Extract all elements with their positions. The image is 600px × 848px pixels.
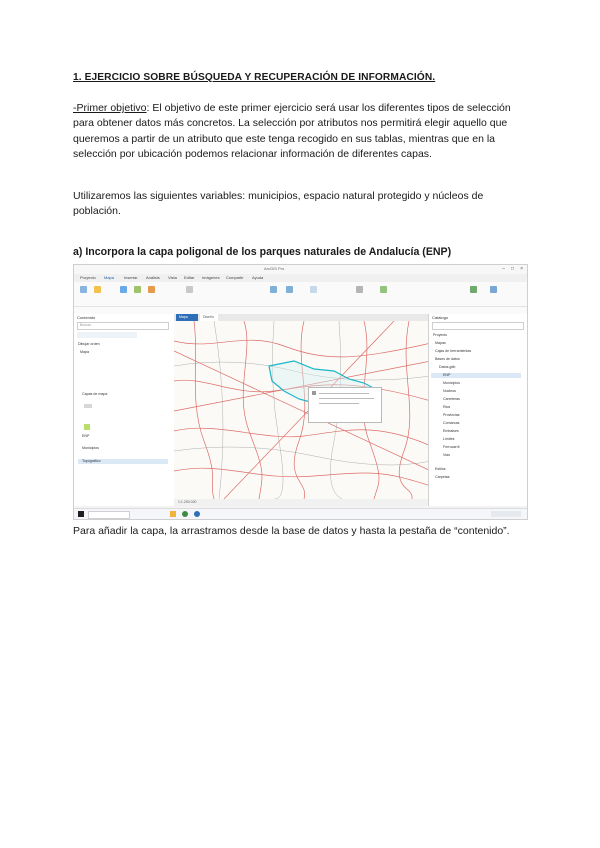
map-tab-diseno[interactable]: [200, 314, 218, 321]
tab-proyecto[interactable]: Proyecto: [80, 275, 96, 280]
catalog-item-vias[interactable]: Vias: [443, 453, 450, 457]
catalog-title: Catálogo: [432, 315, 449, 320]
map-status-bar: [174, 499, 431, 506]
map-canvas[interactable]: [174, 321, 431, 499]
popup-line: [319, 398, 374, 399]
basemap-icon[interactable]: [134, 286, 141, 293]
enp-swatch: [84, 424, 90, 430]
ribbon-tabs: [74, 274, 527, 282]
catalog-item-mapas[interactable]: Mapas: [435, 341, 446, 345]
tab-editar[interactable]: Editar: [184, 275, 195, 280]
tab-ayuda[interactable]: Ayuda: [252, 275, 264, 280]
catalog-pane: [428, 314, 527, 506]
tab-compartir[interactable]: Compartir: [226, 275, 244, 280]
objective-lead: -Primer objetivo: [73, 102, 147, 114]
tab-imagenes[interactable]: Imágenes: [202, 275, 220, 280]
catalog-item-toolboxes[interactable]: Cajas de herramientas: [435, 349, 472, 353]
tab-insertar[interactable]: Insertar: [124, 275, 138, 280]
start-icon[interactable]: [78, 511, 84, 517]
tab-vista[interactable]: Vista: [168, 275, 177, 280]
add-data-icon[interactable]: [148, 286, 155, 293]
close-icon[interactable]: ×: [520, 266, 523, 272]
explore-icon[interactable]: [94, 286, 101, 293]
tree-item-enp[interactable]: ENP: [82, 434, 90, 438]
os-taskbar: [74, 508, 527, 519]
select-by-attributes-icon[interactable]: [270, 286, 277, 293]
bookmarks-icon[interactable]: [186, 286, 193, 293]
objective-paragraph: [73, 101, 533, 163]
map-scale[interactable]: 1:1.250.000: [178, 500, 197, 504]
road-network: [174, 321, 431, 499]
arcgis-screenshot: [73, 264, 528, 520]
catalog-item-nucleos[interactable]: Nucleos: [443, 389, 456, 393]
catalog-item-limites[interactable]: Limites: [443, 437, 455, 441]
subheading-a: a) Incorpora la capa poligonal de los parques naturales de Andalucía (ENP): [73, 246, 452, 258]
tree-item-draw-order[interactable]: Dibujar orden: [78, 342, 100, 346]
select-by-location-icon[interactable]: [286, 286, 293, 293]
screenshot-caption: Para añadir la capa, la arrastramos desde la base de datos y hasta la pestaña de “contenido”.: [73, 525, 510, 537]
contents-search-input[interactable]: [77, 322, 169, 330]
catalog-item-carreteras[interactable]: Carreteras: [443, 397, 460, 401]
catalog-item-ferrocarril[interactable]: Ferrocarril: [443, 445, 460, 449]
system-tray[interactable]: [491, 511, 521, 517]
catalog-search-input[interactable]: [432, 322, 524, 330]
map-tab2-label: Diseño: [203, 315, 214, 319]
tree-item-map-layers[interactable]: Capas de mapa: [82, 392, 108, 396]
catalog-item-enp[interactable]: ENP: [443, 373, 451, 377]
measure-icon[interactable]: [356, 286, 363, 293]
catalog-item-rios[interactable]: Rios: [443, 405, 451, 409]
catalog-item-proyecto[interactable]: Proyecto: [433, 333, 448, 337]
labeling-icon[interactable]: [380, 286, 387, 293]
taskbar-search-input[interactable]: [88, 511, 130, 519]
arcgis-icon[interactable]: [194, 511, 200, 517]
download-map-icon[interactable]: [470, 286, 477, 293]
tab-mapa[interactable]: Mapa: [104, 275, 115, 280]
select-icon[interactable]: [120, 286, 127, 293]
attributes-icon[interactable]: [310, 286, 317, 293]
window-titlebar: [74, 265, 527, 274]
contents-toolbar: [77, 332, 137, 338]
catalog-item-provincias[interactable]: Provincias: [443, 413, 460, 417]
chrome-icon[interactable]: [182, 511, 188, 517]
tab-analisis[interactable]: Análisis: [146, 275, 160, 280]
map-tab-mapa[interactable]: [176, 314, 198, 321]
objective-text: : El objetivo de este primer ejercicio será usar los diferentes tipos de selección para obtener datos más concretos. La selección por atributos nos permitirá elegir aquello que queremos a partir de un atributo que este tenga recogido en sus tablas, mientras que en la selección por ubicación podemos relacionar información de diferentes capas.: [73, 102, 511, 161]
map-tabs: [174, 314, 431, 321]
popup-line: [319, 393, 369, 394]
popup-icon: [312, 391, 316, 395]
catalog-item-municipios[interactable]: Municipios: [443, 381, 460, 385]
search-placeholder: Buscar: [80, 323, 91, 327]
catalog-item-carpetas[interactable]: Carpetas: [435, 475, 450, 479]
catalog-item-gdb[interactable]: Datos.gdb: [439, 365, 456, 369]
file-explorer-icon[interactable]: [170, 511, 176, 517]
contents-pane: [74, 314, 175, 506]
map-popup: [308, 387, 382, 423]
layer-swatch: [84, 404, 92, 408]
catalog-item-databases[interactable]: Bases de datos: [435, 357, 460, 361]
map-tab-label: Mapa: [179, 315, 188, 319]
variables-paragraph: Utilizaremos las siguientes variables: municipios, espacio natural protegido y núcleos de población.: [73, 190, 484, 218]
tree-item-map[interactable]: Mapa: [80, 350, 89, 354]
section-heading: 1. EJERCICIO SOBRE BÚSQUEDA Y RECUPERACIÓN DE INFORMACIÓN.: [73, 72, 436, 83]
catalog-item-estilos[interactable]: Estilos: [435, 467, 446, 471]
maximize-icon[interactable]: □: [510, 266, 514, 272]
window-title: ArcGIS Pro: [264, 266, 285, 271]
paste-icon[interactable]: [80, 286, 87, 293]
map-view[interactable]: [174, 321, 431, 499]
minimize-icon[interactable]: –: [502, 266, 505, 272]
tree-item-topografico[interactable]: Topográfico: [82, 459, 101, 463]
sync-icon[interactable]: [490, 286, 497, 293]
catalog-item-embalses[interactable]: Embalses: [443, 429, 459, 433]
ribbon: [74, 282, 527, 315]
catalog-item-comarcas[interactable]: Comarcas: [443, 421, 460, 425]
tree-item-municipios[interactable]: Municipios: [82, 446, 99, 450]
contents-title: Contenido: [77, 315, 96, 320]
popup-line: [319, 403, 359, 404]
